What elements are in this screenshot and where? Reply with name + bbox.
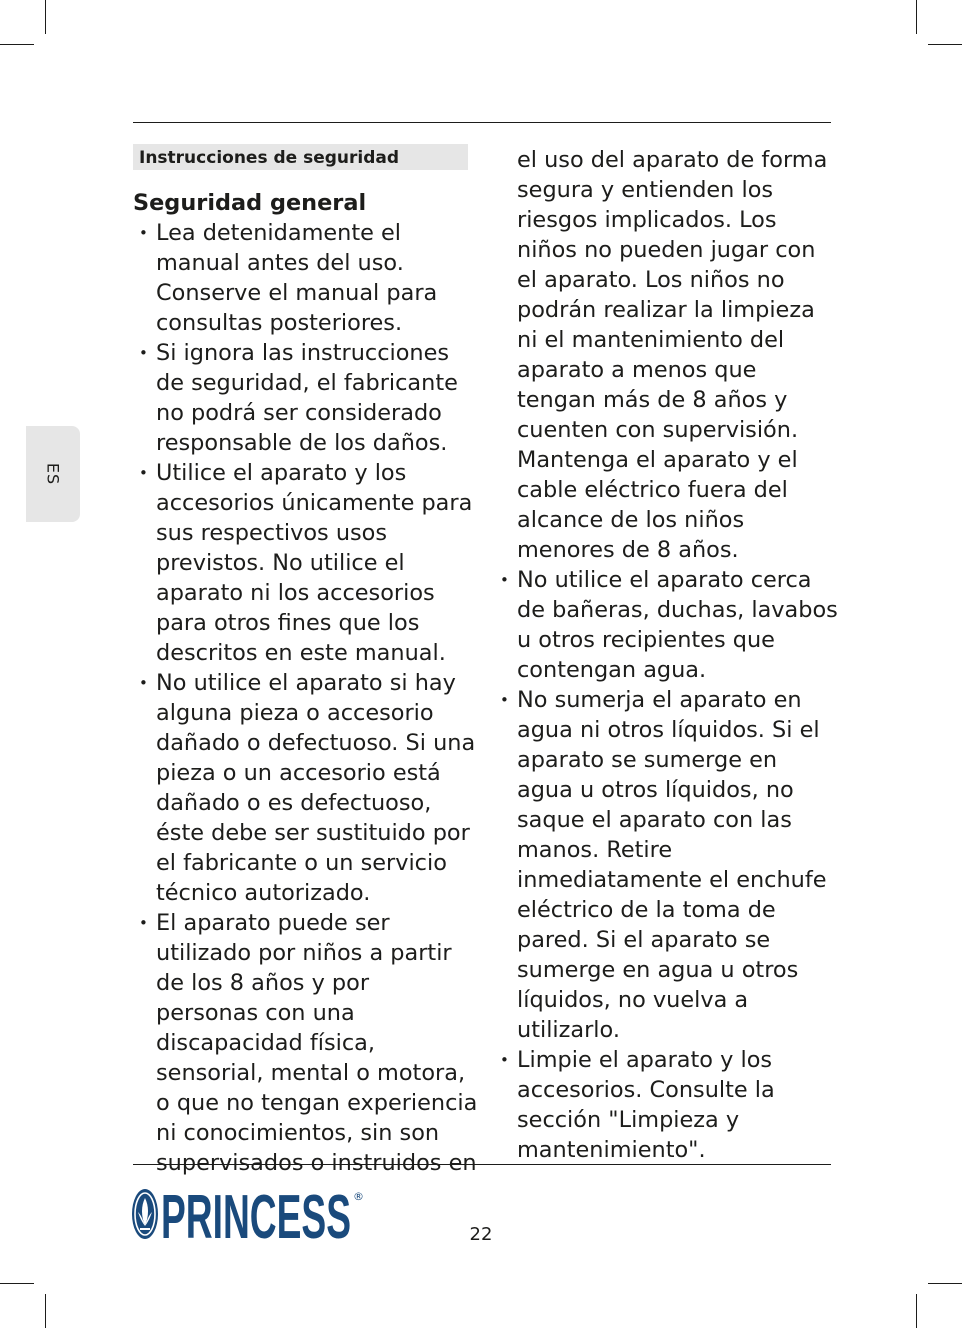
list-item: • Si ignora las instrucciones de seguridad, el fabricante no podrá ser considerado responsable de los daños.: [133, 338, 478, 458]
crop-mark: [928, 1283, 962, 1284]
list-item: • No utilice el aparato si hay alguna pieza o accesorio dañado o defectuoso. Si una pieza o un accesorio está dañado o es defectuoso, éste debe ser sustituido por el fabricante o un servicio técnico autorizado.: [133, 668, 478, 908]
language-tab-label: ES: [43, 462, 63, 486]
page-number: 22: [469, 1224, 493, 1245]
section-title: Instrucciones de seguridad: [139, 148, 400, 168]
right-bullet-list: [494, 565, 839, 1165]
section-title-bar: [133, 144, 468, 170]
top-rule: [133, 122, 831, 123]
list-item: • Lea detenidamente el manual antes del uso. Conserve el manual para consultas posteriores.: [133, 218, 478, 338]
crop-mark: [45, 1294, 46, 1328]
list-item: • Limpie el aparato y los accesorios. Consulte la sección "Limpieza y mantenimiento".: [494, 1045, 839, 1165]
list-item: • Utilice el aparato y los accesorios únicamente para sus respectivos usos previstos. No utilice el aparato ni los accesorios para otros fines que los descritos en este manual.: [133, 458, 478, 668]
list-item: • No sumerja el aparato en agua ni otros líquidos. Si el aparato se sumerge en agua u otros líquidos, no saque el aparato con las manos. Retire inmediatamente el enchufe eléctrico de la toma de pared. Si el aparato se sumerge en agua u otros líquidos, no vuelva a utilizarlo.: [494, 685, 839, 1045]
crop-mark: [916, 1294, 917, 1328]
crop-mark: [0, 44, 34, 45]
left-bullet-list: [133, 218, 478, 1178]
right-column: [494, 145, 839, 1165]
language-tab: [26, 426, 80, 522]
crop-mark: [916, 0, 917, 34]
registered-mark: ®: [353, 1190, 364, 1203]
crop-mark: [45, 0, 46, 34]
crop-mark: [0, 1283, 34, 1284]
list-item: • No utilice el aparato cerca de bañeras, duchas, lavabos u otros recipientes que contengan agua.: [494, 565, 839, 685]
list-item-continuation: el uso del aparato de forma segura y entienden los riesgos implicados. Los niños no pueden jugar con el aparato. Los niños no podrán realizar la limpieza ni el mantenimiento del aparato a menos que tengan más de 8 años y cuenten con supervisión. Mantenga el aparato y el cable eléctrico fuera del alcance de los niños menores de 8 años.: [517, 147, 828, 563]
crop-mark: [928, 44, 962, 45]
list-item: • El aparato puede ser utilizado por niños a partir de los 8 años y por personas con una discapacidad física, sensorial, mental o motora, o que no tengan experiencia ni conocimientos, sin son supervisados o instruidos en: [133, 908, 478, 1178]
left-column: [133, 188, 478, 1178]
logo-wordmark: PRINCESS: [161, 1186, 351, 1242]
subheading: Seguridad general: [133, 190, 367, 216]
